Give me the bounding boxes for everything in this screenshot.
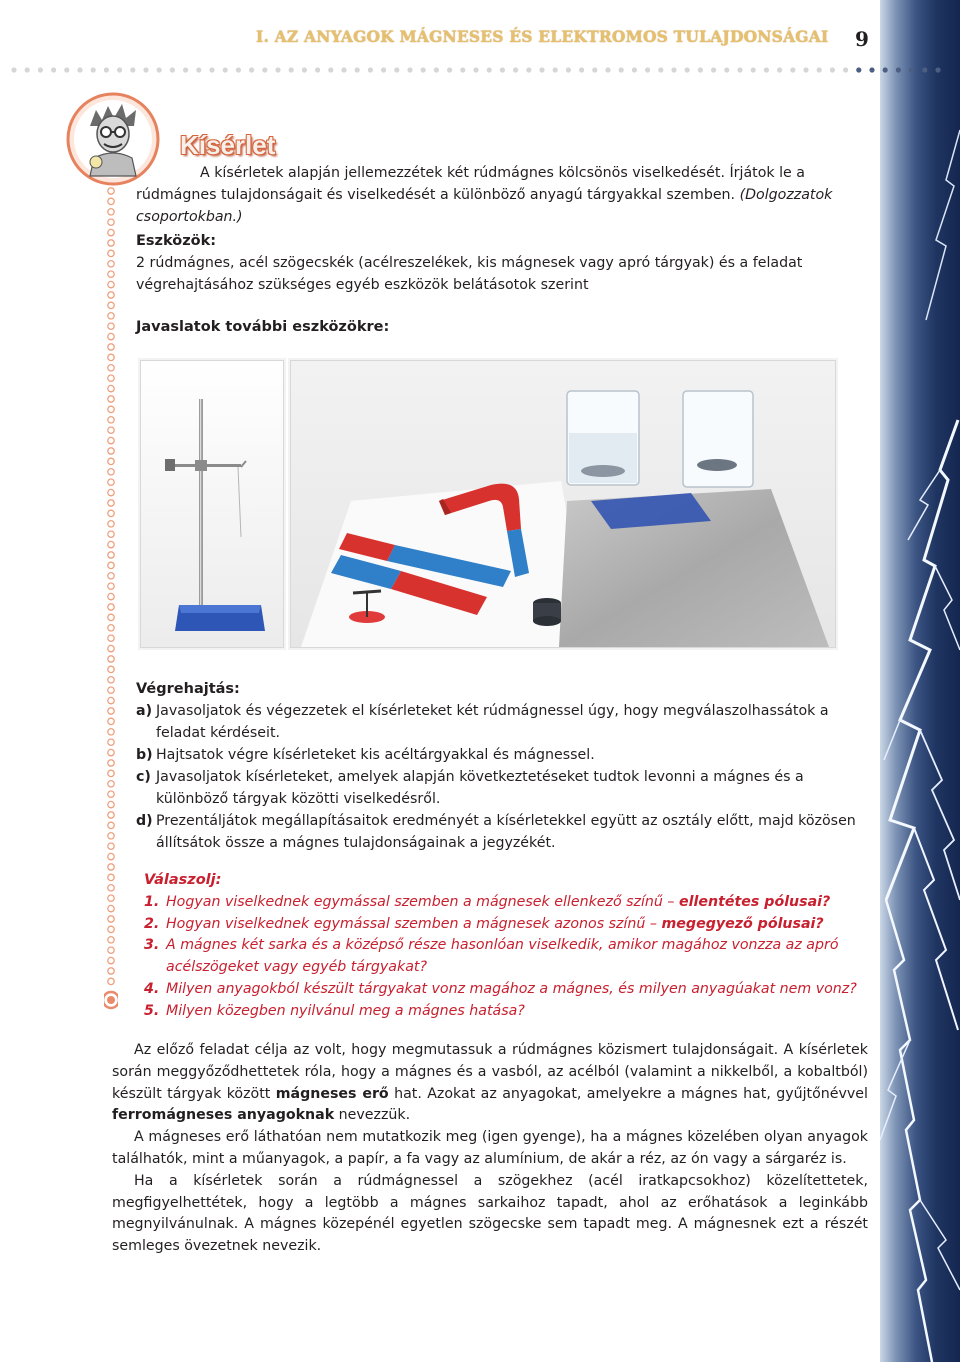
explanation-paragraph (112, 1040, 868, 1127)
question-emphasis: ellentétes pólusai? (679, 893, 831, 910)
question-text: Hogyan viselkednek egymással szemben a mágnesek azonos színű – (166, 915, 662, 932)
intro-paragraph (136, 162, 868, 228)
explanation-paragraph: A mágneses erő láthatóan nem mutatkozik meg (igen gyenge), ha a mágnes közelében olyan anyagok találhatók, mint a műanyagok, a papír, a fa vagy az alumínium, de akár a réz, az ón vagy a sárgaréz is. (112, 1129, 868, 1167)
questions-heading: Válaszolj: (144, 872, 222, 888)
question-number: 5. (144, 1002, 160, 1019)
procedure-block (136, 681, 868, 854)
text-run: hat. Azokat az anyagokat, amelyekre a mágnes hat, gyűjtőnévvel (388, 1085, 868, 1102)
step-label: b) (136, 747, 153, 763)
step-text: Javasoljatok és végezzetek el kísérleteket két rúdmágnessel úgy, hogy megválaszolhassátok a feladat kérdéseit. (156, 703, 829, 741)
intro-text: A kísérletek alapján jellemezzétek két rúdmágnes kölcsönös viselkedését. Írjátok le a rúdmágnes tulajdonságait és viselkedését a különböző anyagú tárgyakkal szemben. (136, 165, 805, 203)
procedure-step (136, 766, 868, 810)
question-text: A mágnes két sarka és a középső része hasonlóan viselkedik, amikor magához vonzza az apró acélszögeket vagy egyéb tárgyakat? (166, 937, 839, 976)
tools-heading: Eszközök: (136, 233, 217, 249)
text-run: Az előző feladat célja az volt, hogy megmutassuk a rúdmágnes közismert tulajdonságait. A kísérletek során meggyőződhettetek róla, hogy a mágnes és a vasból, az acélból (valamint a nikkelből, a kobaltból) készült tárgyak között (112, 1042, 868, 1102)
question-number: 4. (144, 980, 160, 997)
explanation-text (112, 1040, 868, 1258)
left-dotted-rail (104, 185, 118, 1015)
procedure-step (136, 700, 868, 744)
question-number: 3. (144, 937, 160, 954)
step-text: Javasoljatok kísérleteket, amelyek alapján következtetéseket tudtok levonni a mágnes és a különböző tárgyak közötti viselkedésről. (156, 769, 804, 807)
question-item (144, 914, 870, 936)
question-number: 1. (144, 893, 160, 910)
question-text: Milyen anyagokból készült tárgyakat vonz magához a mágnes, és milyen anyagúakat nem vonz? (166, 980, 857, 997)
page-number: 9 (855, 27, 869, 51)
procedure-heading: Végrehajtás: (136, 681, 240, 697)
text-run: nevezzük. (334, 1107, 411, 1124)
question-item (144, 1001, 870, 1023)
procedure-step (136, 810, 868, 854)
term-magnetic-force: mágneses erő (275, 1085, 389, 1102)
intro-note: (Dolgozzatok csoportokban.) (136, 187, 833, 225)
chapter-header: I. AZ ANYAGOK MÁGNESES ÉS ELEKTROMOS TULAJDONSÁGAI (256, 27, 829, 46)
step-text: Hajtsatok végre kísérleteket kis acéltárgyakkal és mágnessel. (156, 747, 595, 763)
lightning-border (880, 0, 960, 1362)
explanation-paragraph: Ha a kísérletek során a rúdmágnessel a szögekhez (acél iratkapcsokhoz) közelítettetek, megfigyelhettétek, hogy a legtöbb a mágnes sarkaihoz tapadt, ahol az erőhatások a leginkább megnyilvánulnak. A mágnes közepénél egyetlen szögecske sem tapadt meg. A mágnesnek ezt a részét semleges övezetnek nevezik. (112, 1172, 868, 1255)
question-text: Hogyan viselkednek egymással szemben a mágnesek ellenkező színű – (166, 893, 680, 910)
term-ferromagnetic: ferromágneses anyagoknak (112, 1107, 335, 1124)
step-label: d) (136, 813, 153, 829)
step-label: a) (136, 703, 153, 719)
procedure-step (136, 744, 868, 766)
section-title: Kísérlet (180, 130, 276, 160)
question-number: 2. (144, 915, 160, 932)
question-emphasis: megegyező pólusai? (661, 915, 824, 932)
step-label: c) (136, 769, 151, 785)
tools-text: 2 rúdmágnes, acél szögecskék (acélreszelékek, kis mágnesek vagy apró tárgyak) és a feladat végrehajtásához szükséges egyéb eszközök belátásotok szerint (136, 255, 803, 293)
question-text: Milyen közegben nyilvánul meg a mágnes hatása? (166, 1002, 525, 1019)
suggestions-heading: Javaslatok további eszközökre: (136, 319, 390, 335)
magnets-materials-photo (290, 360, 836, 648)
step-text: Prezentáljátok megállapításaitok eredményét a kísérletekkel együtt az osztály előtt, majd közösen állítsátok össze a mágnes tulajdonságainak a jegyzékét. (156, 813, 856, 851)
lab-stand-photo (140, 360, 284, 648)
question-item (144, 935, 870, 979)
tools-block (136, 230, 868, 296)
question-item (144, 979, 870, 1001)
suggestions-block (136, 316, 868, 338)
header-dotted-rule (0, 66, 960, 74)
question-item (144, 892, 870, 914)
questions-block (144, 870, 870, 1023)
